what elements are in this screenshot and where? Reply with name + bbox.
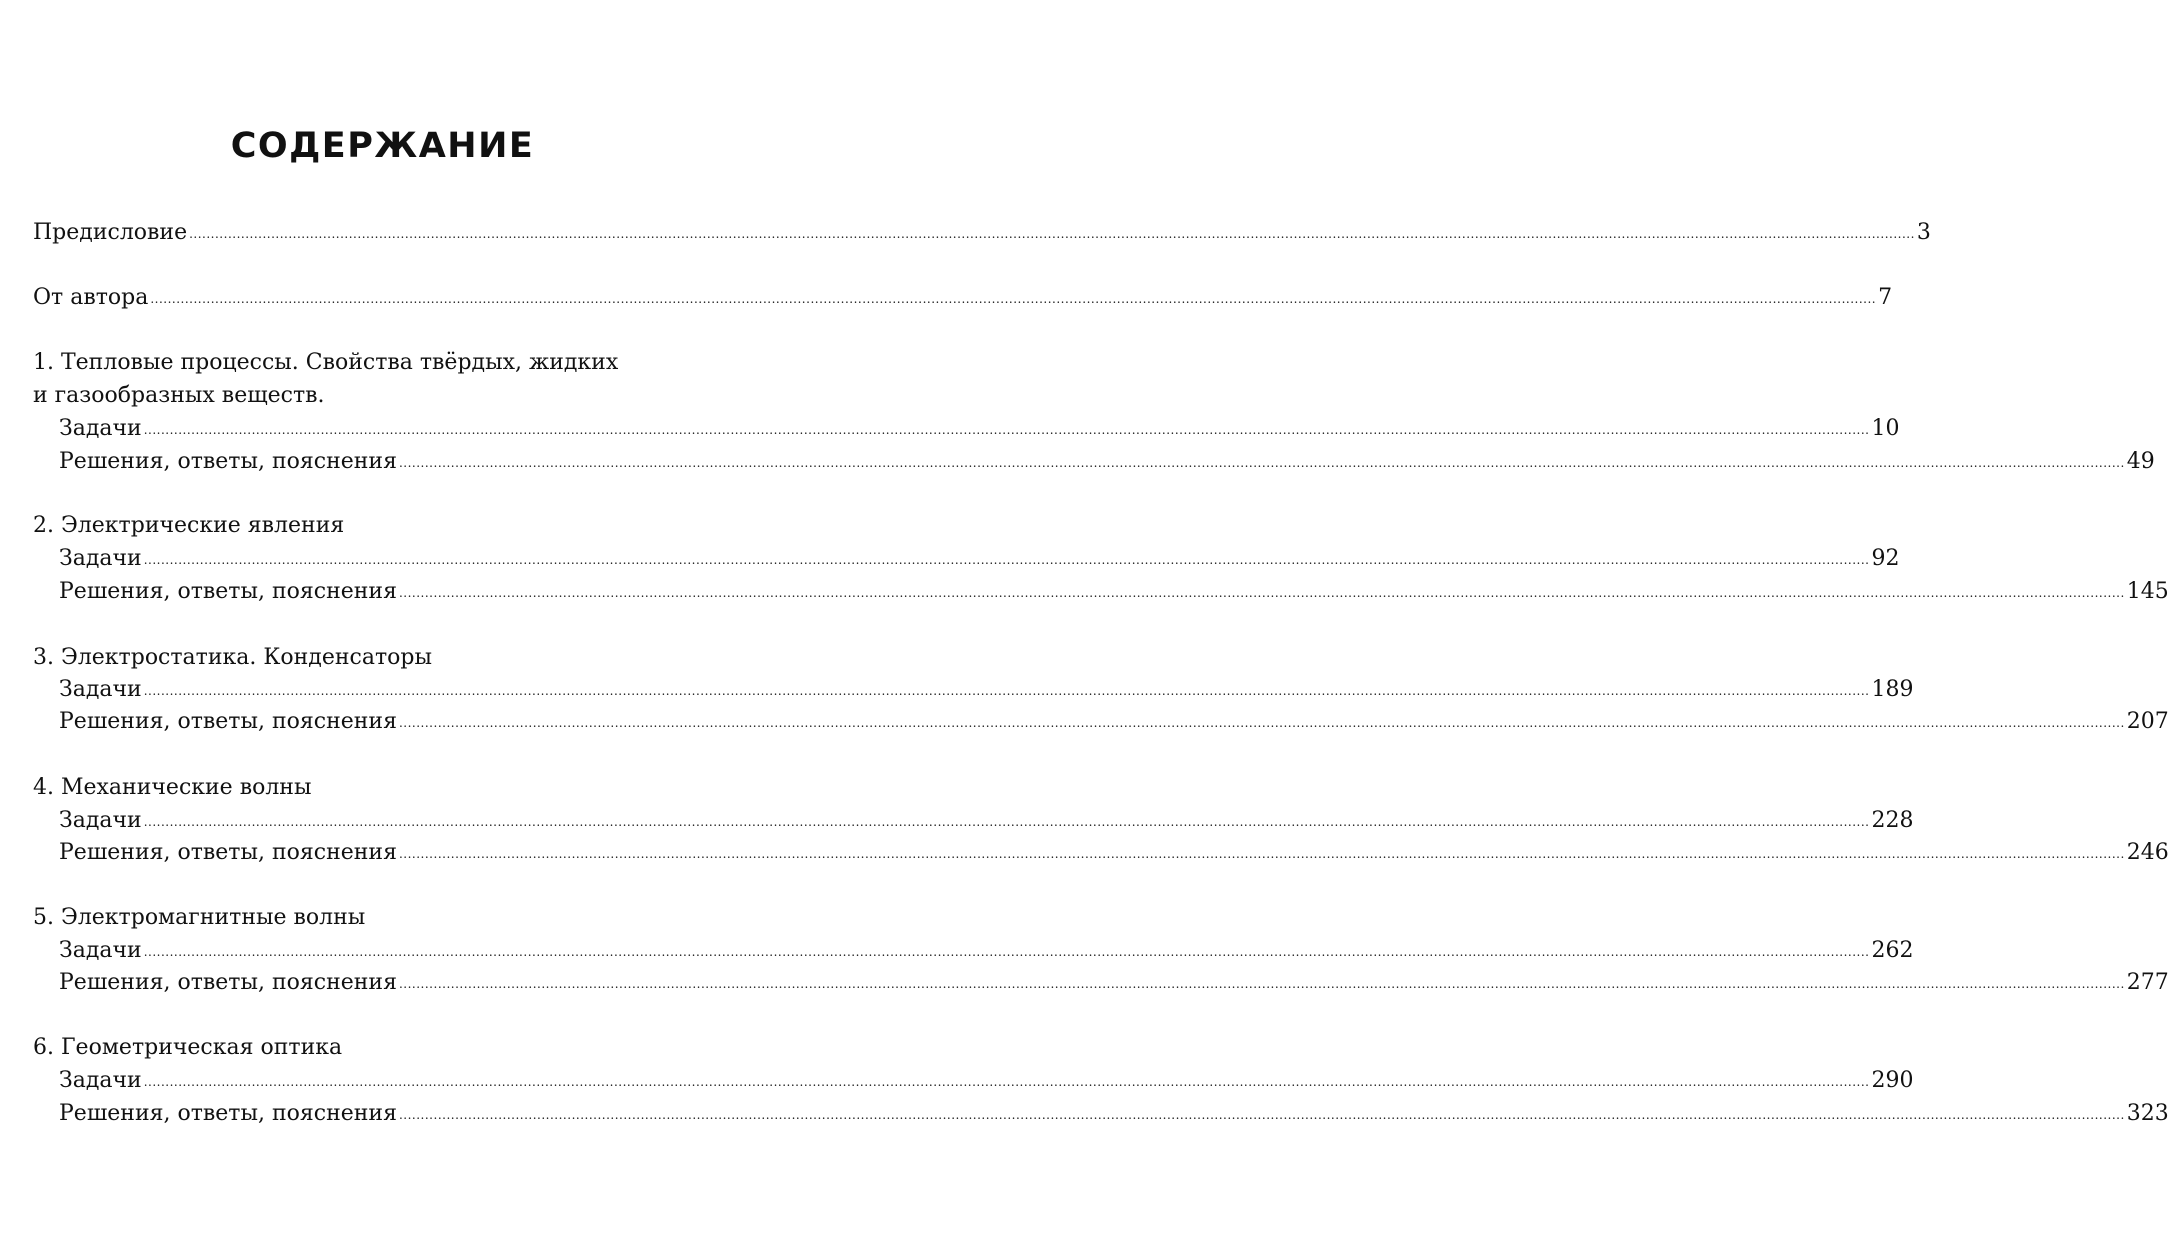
toc-page-number: 323 <box>2126 1101 2169 1126</box>
chapter-1-title: 1. Тепловые процессы. Свойства твёрдых, жидких <box>33 350 619 375</box>
toc-page-number: 92 <box>1871 546 1900 571</box>
dot-leader: ................................................................................................................................................................................................................................................................................................................................................................................................................ <box>398 456 2125 470</box>
toc-entry-label: Задачи <box>59 808 142 833</box>
toc-entry-label: Решения, ответы, пояснения <box>59 579 397 604</box>
chapter-5-solutions <box>59 965 2169 1001</box>
chapter-2-title: 2. Электрические явления <box>33 513 345 538</box>
toc-entry-label: Решения, ответы, пояснения <box>59 709 397 734</box>
dot-leader: ................................................................................................................................................................................................................................................................................................................................................................................................................ <box>189 227 1915 241</box>
toc-entry-preface <box>33 215 1931 251</box>
dot-leader: ................................................................................................................................................................................................................................................................................................................................................................................................................ <box>398 847 2125 861</box>
chapter-1-tasks <box>59 411 1900 447</box>
toc-page-number: 10 <box>1871 416 1900 441</box>
toc-entry-label: Задачи <box>59 546 142 571</box>
toc-page-number: 262 <box>1871 938 1914 963</box>
dot-leader: ................................................................................................................................................................................................................................................................................................................................................................................................................ <box>398 977 2125 991</box>
chapter-3-title: 3. Электростатика. Конденсаторы <box>33 645 432 670</box>
dot-leader: ................................................................................................................................................................................................................................................................................................................................................................................................................ <box>398 716 2125 730</box>
toc-page-number: 228 <box>1871 808 1914 833</box>
toc-page-number: 3 <box>1916 220 1931 245</box>
toc-entry-label: Решения, ответы, пояснения <box>59 840 397 865</box>
toc-entry-label: Решения, ответы, пояснения <box>59 970 397 995</box>
dot-leader: ................................................................................................................................................................................................................................................................................................................................................................................................................ <box>398 1108 2125 1122</box>
chapter-2-tasks <box>59 541 1900 577</box>
chapter-6-solutions <box>59 1096 2169 1132</box>
toc-entry-label: Задачи <box>59 1068 142 1093</box>
chapter-1-solutions <box>59 444 2155 480</box>
toc-page-number: 207 <box>2126 709 2169 734</box>
dot-leader: ................................................................................................................................................................................................................................................................................................................................................................................................................ <box>143 815 1870 829</box>
toc-entry-label: Решения, ответы, пояснения <box>59 449 397 474</box>
toc-entry-label: Решения, ответы, пояснения <box>59 1101 397 1126</box>
chapter-4-title: 4. Механические волны <box>33 775 312 800</box>
toc-page-number: 145 <box>2126 579 2169 604</box>
chapter-5-title: 5. Электромагнитные волны <box>33 905 366 930</box>
toc-entry-from-author <box>33 280 1893 316</box>
toc-entry-label: Задачи <box>59 416 142 441</box>
chapter-6-tasks <box>59 1063 1914 1099</box>
toc-entry-label: Предисловие <box>33 220 188 245</box>
dot-leader: ................................................................................................................................................................................................................................................................................................................................................................................................................ <box>398 586 2125 600</box>
toc-entry-label: От автора <box>33 285 149 310</box>
dot-leader: ................................................................................................................................................................................................................................................................................................................................................................................................................ <box>143 553 1870 567</box>
toc-page-number: 290 <box>1871 1068 1914 1093</box>
chapter-4-solutions <box>59 835 2169 871</box>
toc-page-number: 277 <box>2126 970 2169 995</box>
page-title: СОДЕРЖАНИЕ <box>230 126 535 166</box>
toc-page-number: 246 <box>2126 840 2169 865</box>
dot-leader: ................................................................................................................................................................................................................................................................................................................................................................................................................ <box>143 423 1870 437</box>
chapter-4-tasks <box>59 803 1914 839</box>
chapter-3-solutions <box>59 704 2169 740</box>
toc-page-number: 49 <box>2126 449 2155 474</box>
dot-leader: ................................................................................................................................................................................................................................................................................................................................................................................................................ <box>143 1075 1870 1089</box>
chapter-3-tasks <box>59 672 1914 708</box>
toc-entry-label: Задачи <box>59 938 142 963</box>
chapter-2-solutions <box>59 574 2169 610</box>
dot-leader: ................................................................................................................................................................................................................................................................................................................................................................................................................ <box>143 684 1870 698</box>
toc-page-number: 7 <box>1878 285 1893 310</box>
toc-entry-label: Задачи <box>59 677 142 702</box>
toc-page-number: 189 <box>1871 677 1914 702</box>
chapter-1-title-continued: и газообразных веществ. <box>33 383 325 408</box>
dot-leader: ................................................................................................................................................................................................................................................................................................................................................................................................................ <box>150 292 1877 306</box>
chapter-6-title: 6. Геометрическая оптика <box>33 1035 343 1060</box>
dot-leader: ................................................................................................................................................................................................................................................................................................................................................................................................................ <box>143 945 1870 959</box>
chapter-5-tasks <box>59 933 1914 969</box>
